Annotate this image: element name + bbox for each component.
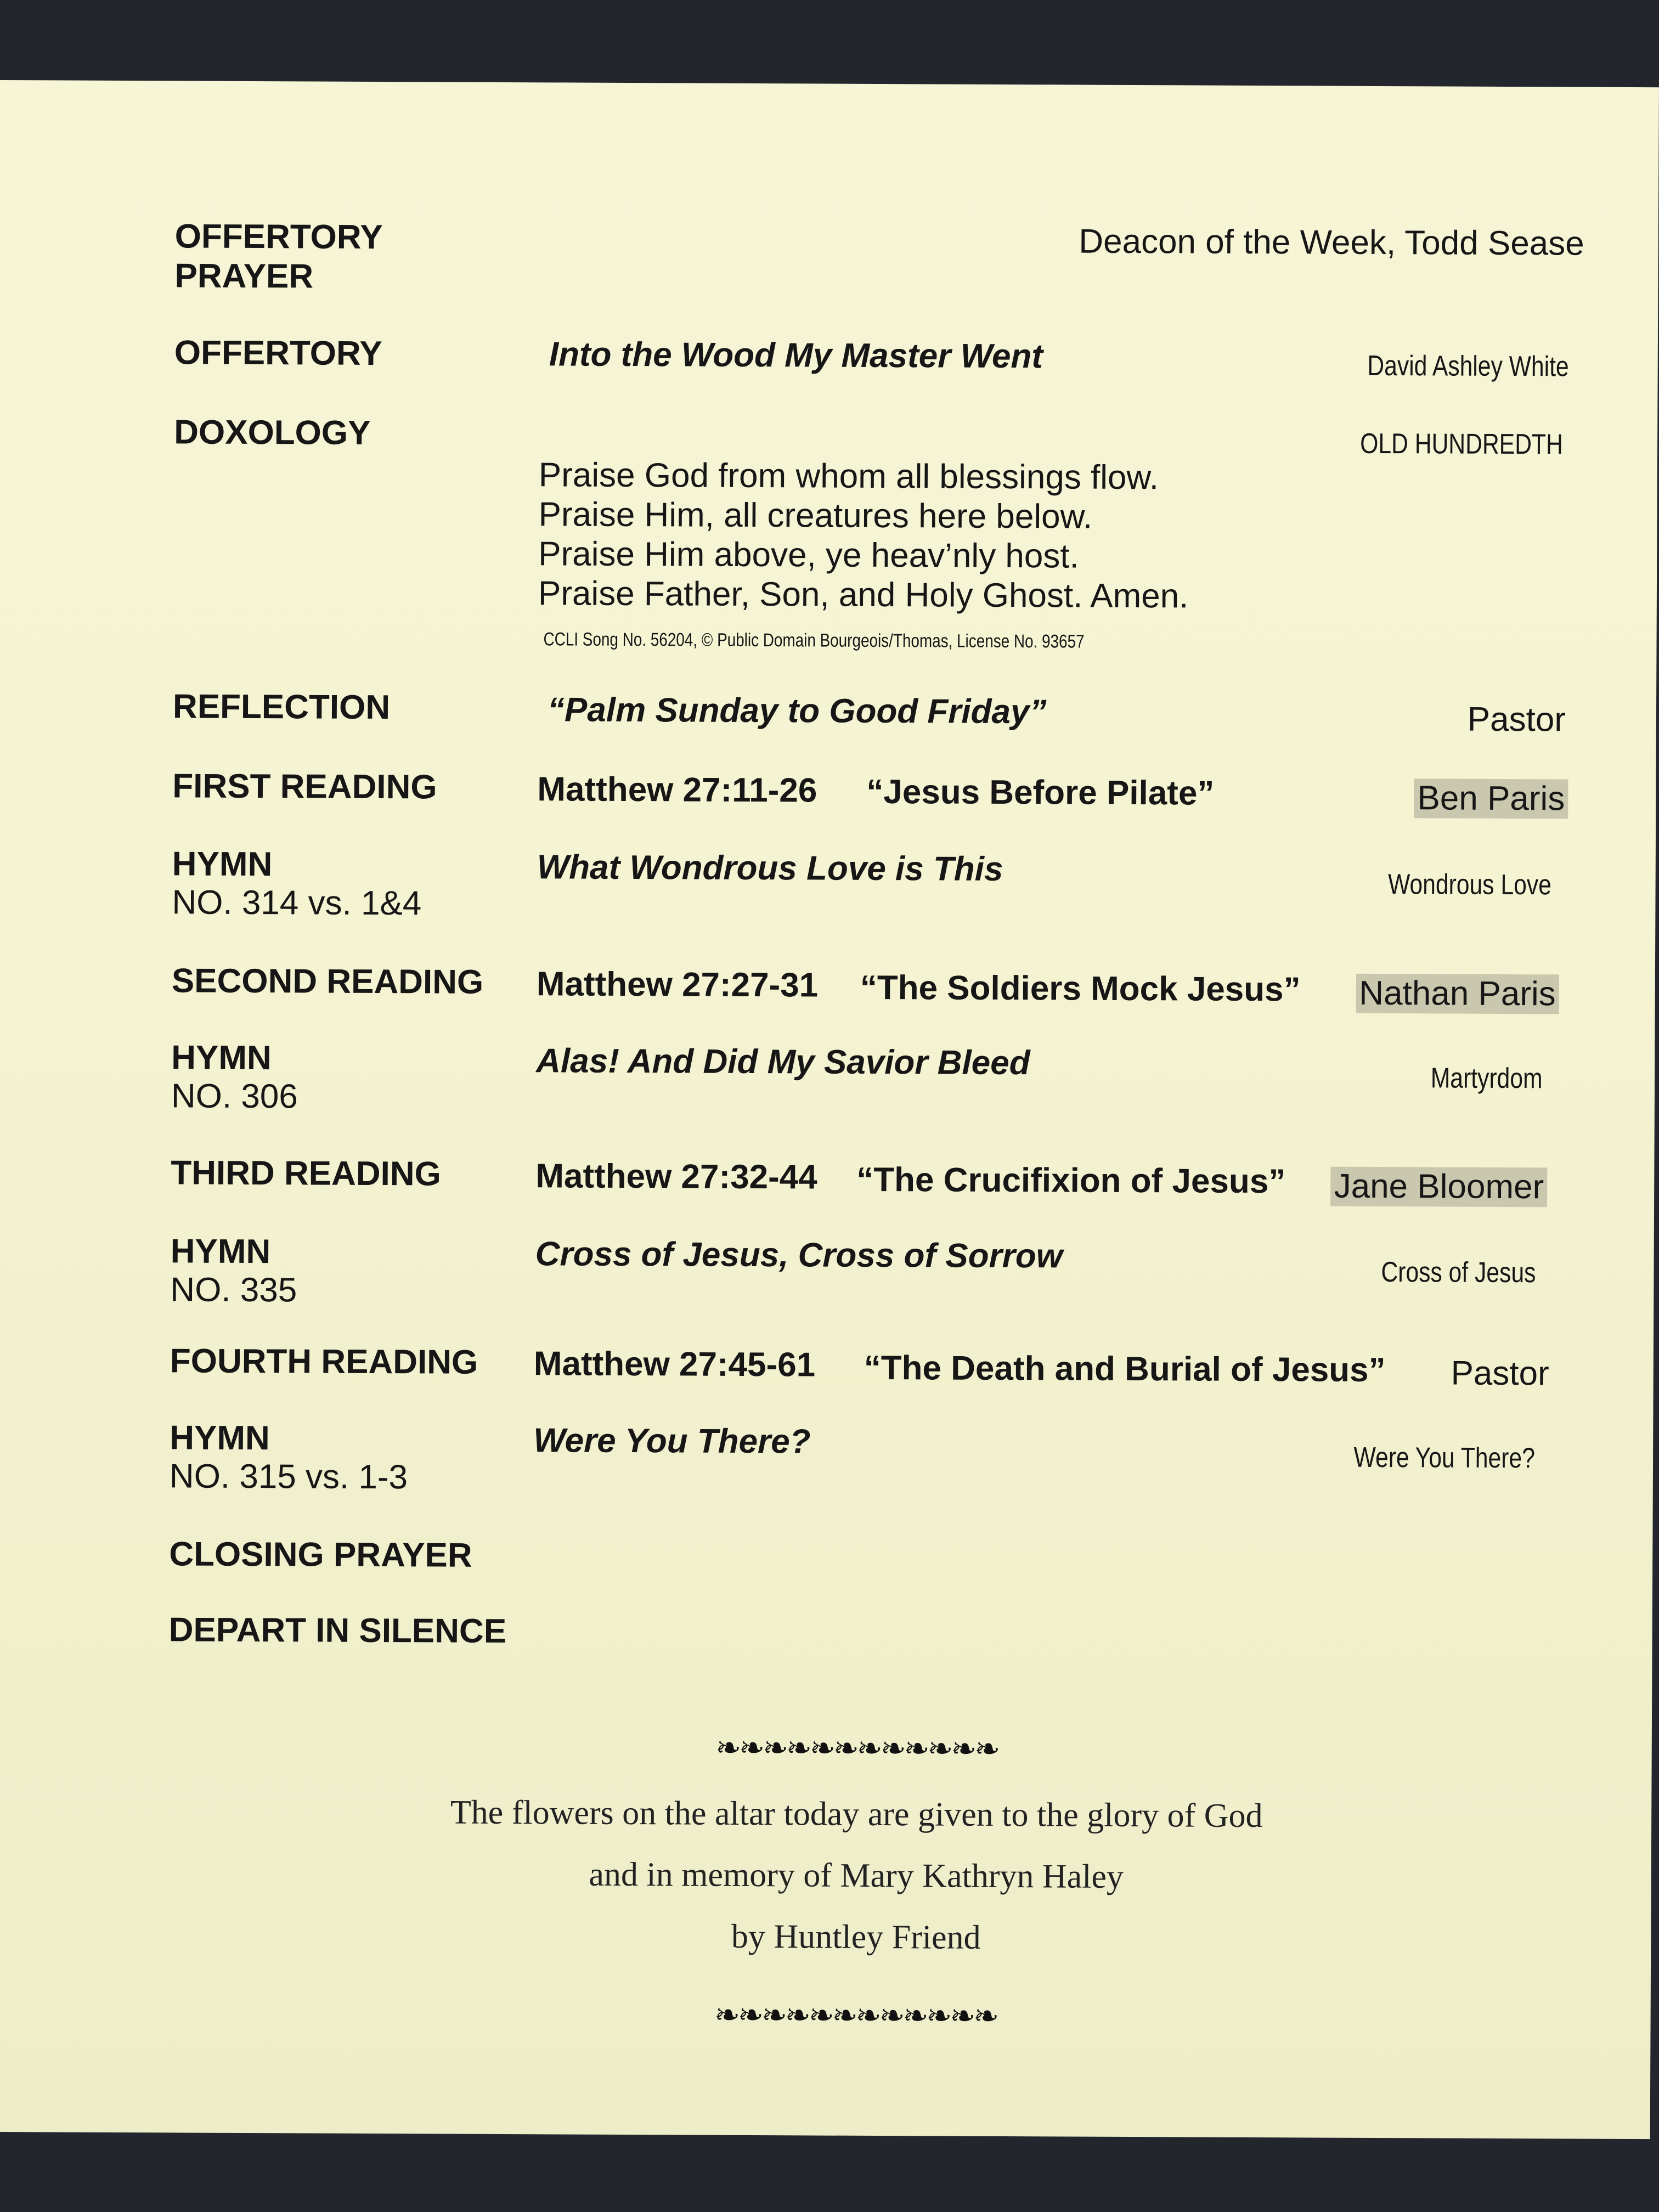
first-reading-reference: Matthew 27:11-26 bbox=[537, 770, 817, 810]
reflection-title: “Palm Sunday to Good Friday” bbox=[547, 691, 1047, 731]
hymn-1-title: What Wondrous Love is This bbox=[537, 848, 1003, 888]
reflection-label: REFLECTION bbox=[172, 687, 391, 727]
third-reading-label: THIRD READING bbox=[171, 1154, 442, 1193]
third-reading-reader: Jane Bloomer bbox=[1331, 1167, 1548, 1207]
flowers-dedication-line: by Huntley Friend bbox=[731, 1917, 981, 1956]
hymn-3-title: Cross of Jesus, Cross of Sorrow bbox=[535, 1235, 1063, 1276]
doxology-label: DOXOLOGY bbox=[174, 413, 371, 452]
hymn-1-tune: Wondrous Love bbox=[1387, 868, 1551, 901]
hymn-2-number: NO. 306 bbox=[171, 1077, 298, 1116]
flowers-dedication-line: The flowers on the altar today are given to the glory of God bbox=[450, 1793, 1263, 1835]
doxology-line: Praise Him above, ye heav’nly host. bbox=[538, 535, 1079, 575]
doxology-line: Praise Him, all creatures here below. bbox=[538, 495, 1093, 536]
hymn-2-title: Alas! And Did My Savior Bleed bbox=[536, 1042, 1030, 1082]
ornament-divider-bottom: ❧❧❧❧❧❧❧❧❧❧❧❧ bbox=[714, 1997, 997, 2034]
offertory-prayer-label: OFFERTORY PRAYER bbox=[174, 217, 383, 296]
ccli-license: CCLI Song No. 56204, © Public Domain Bourgeois/Thomas, License No. 93657 bbox=[543, 629, 1085, 652]
deacon-of-week: Deacon of the Week, Todd Sease bbox=[1079, 222, 1584, 263]
hymn-4-number: NO. 315 vs. 1-3 bbox=[169, 1457, 408, 1497]
closing-prayer-label: CLOSING PRAYER bbox=[169, 1535, 472, 1575]
second-reading-reader: Nathan Paris bbox=[1356, 974, 1559, 1014]
hymn-1-label: HYMN bbox=[172, 845, 273, 884]
first-reading-label: FIRST READING bbox=[172, 767, 437, 806]
third-reading-reference: Matthew 27:32-44 bbox=[535, 1157, 817, 1197]
hymn-3-label: HYMN bbox=[170, 1232, 271, 1271]
offertory-composer: David Ashley White bbox=[1367, 349, 1569, 383]
hymn-1-number: NO. 314 vs. 1&4 bbox=[172, 883, 422, 923]
hymn-4-title: Were You There? bbox=[533, 1421, 811, 1461]
third-reading-title: “The Crucifixion of Jesus” bbox=[856, 1160, 1286, 1201]
doxology-line: Praise God from whom all blessings flow. bbox=[538, 456, 1159, 497]
fourth-reading-label: FOURTH READING bbox=[170, 1342, 478, 1381]
first-reading-reader: Ben Paris bbox=[1414, 778, 1568, 819]
offertory-label: OFFERTORY bbox=[174, 334, 382, 373]
doxology-tune: OLD HUNDREDTH bbox=[1360, 427, 1564, 461]
second-reading-reference: Matthew 27:27-31 bbox=[536, 965, 819, 1005]
fourth-reading-reference: Matthew 27:45-61 bbox=[533, 1345, 816, 1384]
offertory-title: Into the Wood My Master Went bbox=[549, 335, 1043, 376]
hymn-3-number: NO. 335 bbox=[170, 1271, 297, 1310]
hymn-3-tune: Cross of Jesus bbox=[1381, 1256, 1536, 1289]
depart-in-silence-label: DEPART IN SILENCE bbox=[168, 1611, 507, 1651]
fourth-reading-reader: Pastor bbox=[1451, 1354, 1549, 1393]
hymn-2-tune: Martyrdom bbox=[1430, 1062, 1543, 1095]
hymn-4-tune: Were You There? bbox=[1353, 1441, 1536, 1475]
hymn-4-label: HYMN bbox=[170, 1419, 270, 1458]
second-reading-title: “The Soldiers Mock Jesus” bbox=[860, 968, 1301, 1009]
fourth-reading-title: “The Death and Burial of Jesus” bbox=[864, 1348, 1386, 1390]
flowers-dedication-line: and in memory of Mary Kathryn Haley bbox=[589, 1855, 1124, 1895]
reflection-leader: Pastor bbox=[1467, 700, 1566, 739]
doxology-line: Praise Father, Son, and Holy Ghost. Amen. bbox=[538, 574, 1189, 616]
bulletin-page bbox=[0, 80, 1659, 2139]
second-reading-label: SECOND READING bbox=[171, 962, 484, 1001]
ornament-divider-top: ❧❧❧❧❧❧❧❧❧❧❧❧ bbox=[715, 1730, 998, 1767]
first-reading-title: “Jesus Before Pilate” bbox=[866, 772, 1215, 812]
hymn-2-label: HYMN bbox=[171, 1039, 272, 1077]
